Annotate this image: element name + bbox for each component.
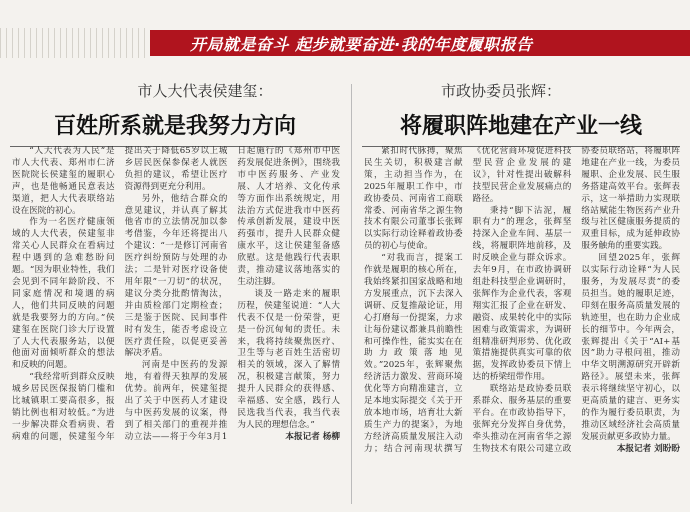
article-paragraph: 回望2025年，张辉以实际行动诠释“为人民服务，为发展尽责”的委员担当。她的履职足迹，印刻在服务高质量发展的轨迹里，也在助力企业成长的细节中。今年两会，张辉提出《关于“AI+基因”助力寻根问祖，推动中华文明溯源研究开辟新路径》。展望未来，张辉表示将继续坚守初心，以更高质量的建言、更务实的作为履行委员职责，为推动区域经济社会高质量发展贡献更多政协力量。	[581, 253, 680, 442]
left-headline: 百姓所系就是我努力方向	[53, 114, 296, 139]
article-paragraph: 谈及一路走来的履职历程，侯建玺说道：“人大代表不仅是一份荣誉，更是一份沉甸甸的责任。未来，我将持续聚焦医疗、卫生等与老百姓生活密切相关的领域，深入了解情况，积极建言献策，努力提升人民群众的获得感、幸福感、安全感，践行人民选我当代表，我当代表为人民的理想信念。”	[237, 288, 340, 430]
byline: 本报记者 刘盼盼	[616, 443, 680, 454]
article-paragraph: 秉持“脚下沾泥，履职有力”的理念，张辉坚持深入企业车间、基层一线，将履职阵地前移，及时反映企业与群众诉求。去年9月，在市政协调研组赴科技型企业调研时，张辉作为企业代表，客观翔实汇报了企业在研发、融资、成果转化中的实际困难与政策需求，为调研组精准研判形势、优化政策措施提供真实可靠的依据，发挥政协委员下情上达的桥梁纽带作用。	[472, 205, 572, 383]
article-paragraph: “人大代表为人民”是市人大代表、郑州市仁济医院院长侯建玺的履职心声，也是他畅通民意表达渠道，把人大代表联络站设在医院的初心。	[12, 146, 115, 216]
right-headline: 将履职阵地建在产业一线	[399, 114, 642, 139]
left-article-header	[10, 80, 340, 147]
article-paragraph: 另外，他结合群众的意见建议，并认真了解其他省市的立法情况加以参考借鉴，今年还将提出八个建议：“一是修订河南省医疗纠纷预防与处理的办法；二是针对医疗设备使用年限”一刀切”的状况，建议分类分批酌情淘汰，并由质检部门定期检查；三是鉴于医院、民间事件时有发生，能否考虑设立医疗责任险，以促更妥善解决矛盾。	[124, 193, 228, 359]
left-kicker: 市人大代表侯建玺：	[137, 82, 273, 100]
column-divider	[351, 84, 352, 504]
right-article-header	[362, 80, 680, 147]
right-article-body	[364, 146, 680, 508]
article-paragraph: 紧扣时代脉搏，聚焦民生关切，积极建言献策，主动担当作为，在2025年履职工作中，市政协委员、河南省工商联常委、河南省华之源生物技术有限公司董事长张辉以实际行动诠释着政协委员的初心与使命。	[364, 146, 463, 252]
article-paragraph: 作为一名医疗健康领域的人大代表，侯建玺非常关心人民群众在看病过程中遇到的急难愁盼问题。“因为职业特性，我们会见到不同年龄阶段、不同家庭情况和境遇的病人，他们共同反映的问题就是我要努力的方向。”侯建玺在医院门诊大厅设置了人大代表服务站，以便他面对面倾听群众的想法和反映的问题。	[12, 217, 115, 371]
banner	[0, 0, 690, 74]
byline: 本报记者 杨柳	[285, 431, 340, 442]
article-paragraph: 河南是中医药的发源地，有着得天独厚的发展优势。前两年，侯建玺提出了关于中医药人才建设与中医药发展的议案，得到了相关部门的重视并推动立法——将于今年3月1日起施行的《郑州市中医药发展促进条例》，围绕我市中医药服务、产业发展、人才培养、文化传承等方面作出系统规定，用法治方式促进我市中医药传承创新发展，建设中医药强市，提升人民群众健康水平，这让侯建玺备感欣慰。这是他践行代表职责，推动建议落地落实的生动注脚。	[124, 146, 340, 442]
right-kicker: 市政协委员张辉：	[440, 82, 561, 100]
left-article-body	[12, 146, 340, 508]
article-paragraph: 联络站是政协委员联系群众、服务基层的重要平台。在市政协指导下，张辉充分发挥自身优势，牵头推动在河南省华之源生物技术有限公司建立政协委员联络站，将履职阵地建在产业一线，为委员履职、企业发展、民生服务搭建高效平台。张辉表示，这一举措助力实现联络站赋能生物医药产业升级与社区健康服务提质的双重目标，成为延伸政协服务触角的重要实践。	[472, 146, 680, 454]
article-paragraph: “对我而言，提案工作就是履职的核心所在，我始终紧扣国家战略和地方发展重点，沉下去深入调研、反复推敲论证，用心打磨每一份提案，力求让每份建议都兼具前瞻性和可操作性，能实实在在助力政策落地见效。”2025年，张辉聚焦经济活力激发、营商环境优化等方向精准建言，立足本地实际提交《关于开放本地市场，培育壮大新质生产力的提案》，为地方经济高质量发展注入动力；结合河南现状撰写《优化营商环境促进科技型民营企业发展的建议》，针对性提出破解科技型民营企业发展痛点的路径。	[364, 146, 572, 454]
banner-title: 开局就是奋斗 起步就要奋进·我的年度履职报告	[190, 35, 533, 54]
article-paragraph: “我经常听到群众反映城乡居民医保报销门槛和比城镇职工要高很多，报销比例也相对较低。”为进一步解决群众看病贵、看病难的问题，侯建玺今年提出关于降低65岁以上城乡居民医保参保老人就医负担的建议，希望让医疗资源得到更充分利用。	[12, 146, 228, 442]
banner-decoration	[0, 28, 150, 58]
